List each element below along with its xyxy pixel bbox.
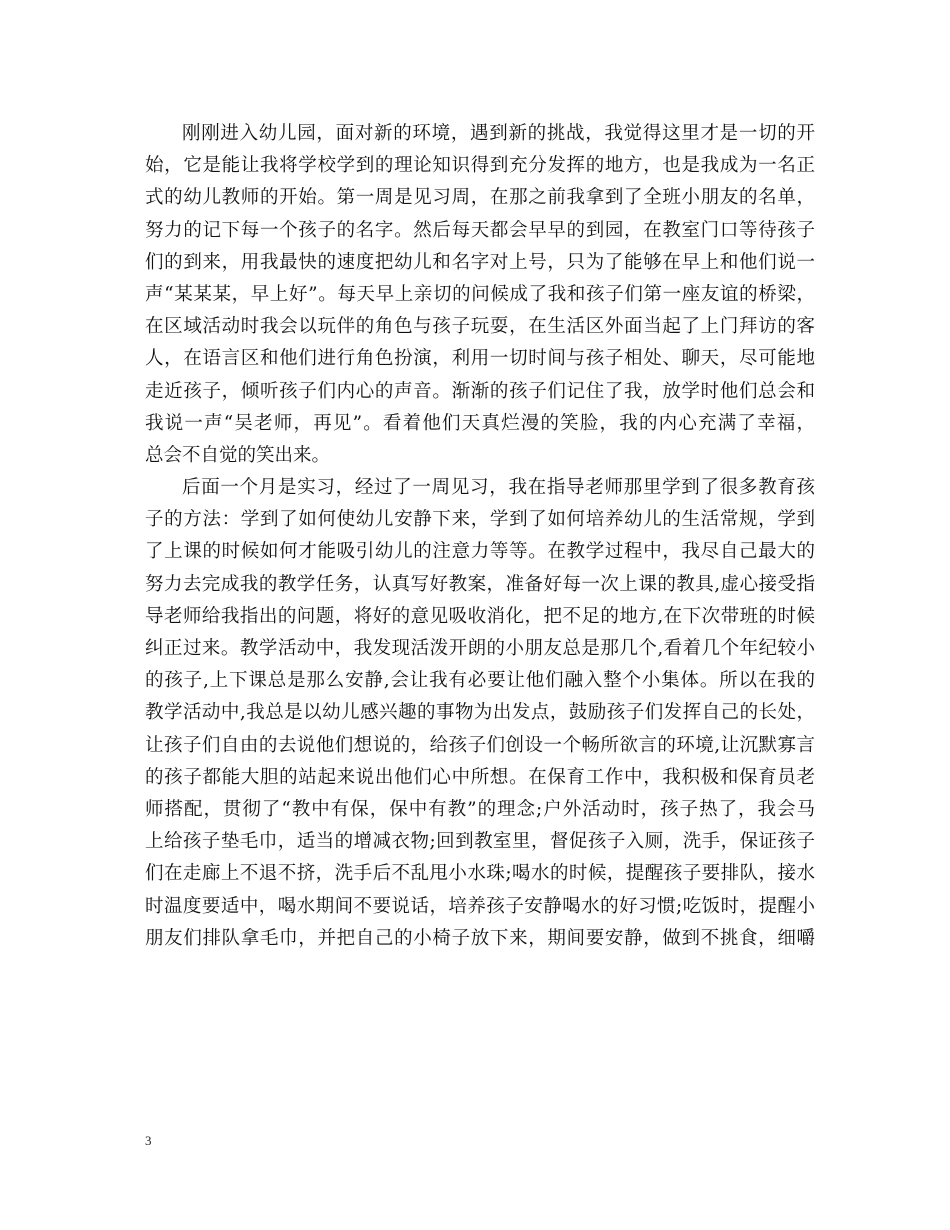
text-line: 的孩子,上下课总是那么安静,会让我有必要让他们融入整个小集体。所以在我的 [145,670,815,692]
text-line: 刚刚进入幼儿园，面对新的环境，遇到新的挑战，我觉得这里才是一切的开 [182,123,815,144]
text-line: 师搭配，贯彻了“教中有保，保中有教”的理念;户外活动时，孩子热了，我会马 [145,798,815,820]
text-line: 在区域活动时我会以玩伴的角色与孩子玩耍，在生活区外面当起了上门拜访的客 [145,316,815,338]
text-line: 式的幼儿教师的开始。第一周是见习周，在那之前我拿到了全班小朋友的名单， [145,187,815,209]
text-line: 导老师给我指出的问题，将好的意见吸收消化，把不足的地方,在下次带班的时候 [145,605,815,627]
text-line: 声“某某某，早上好”。每天早上亲切的问候成了我和孩子们第一座友谊的桥梁， [145,283,815,305]
text-line: 让孩子们自由的去说他们想说的，给孩子们创设一个畅所欲言的环境,让沉默寡言 [145,734,815,756]
text-line: 纠正过来。教学活动中，我发现活泼开朗的小朋友总是那几个,看着几个年纪较小 [145,638,815,659]
paragraph-1 [145,118,815,472]
text-line: 了上课的时候如何才能吸引幼儿的注意力等等。在教学过程中，我尽自己最大的 [145,541,815,563]
text-line: 教学活动中,我总是以幼儿感兴趣的事物为出发点，鼓励孩子们发挥自己的长处， [145,702,815,724]
text-line: 时温度要适中，喝水期间不要说话，培养孩子安静喝水的好习惯;吃饭时，提醒小 [145,895,815,917]
text-line: 走近孩子，倾听孩子们内心的声音。渐渐的孩子们记住了我，放学时他们总会和 [145,380,815,402]
page-number: 3 [145,1133,152,1148]
text-line: 总会不自觉的笑出来。 [145,444,331,466]
text-line: 们在走廊上不退不挤，洗手后不乱甩小水珠;喝水的时候，提醒孩子要排队，接水 [145,863,815,885]
text-line: 始，它是能让我将学校学到的理论知识得到充分发挥的地方，也是我成为一名正 [145,155,815,177]
text-line: 后面一个月是实习，经过了一周见习，我在指导老师那里学到了很多教育孩 [182,477,815,499]
paragraph-2 [145,472,815,955]
text-line: 努力去完成我的教学任务，认真写好教案，准备好每一次上课的教具,虚心接受指 [145,573,815,595]
text-line: 上给孩子垫毛巾，适当的增减衣物;回到教室里，督促孩子入厕，洗手，保证孩子 [145,831,815,853]
body-text [145,118,815,955]
text-line: 朋友们排队拿毛巾，并把自己的小椅子放下来，期间要安静，做到不挑食，细嚼 [145,927,815,949]
text-line: 子的方法：学到了如何使幼儿安静下来，学到了如何培养幼儿的生活常规，学到 [145,509,815,531]
text-line: 的孩子都能大胆的站起来说出他们心中所想。在保育工作中，我积极和保育员老 [145,766,815,788]
text-line: 们的到来，用我最快的速度把幼儿和名字对上号，只为了能够在早上和他们说一 [145,251,815,273]
text-line: 人，在语言区和他们进行角色扮演，利用一切时间与孩子相处、聊天，尽可能地 [145,348,815,370]
text-line: 努力的记下每一个孩子的名字。然后每天都会早早的到园，在教室门口等待孩子 [145,219,815,241]
text-line: 我说一声“吴老师，再见”。看着他们天真烂漫的笑脸，我的内心充满了幸福， [145,412,815,434]
